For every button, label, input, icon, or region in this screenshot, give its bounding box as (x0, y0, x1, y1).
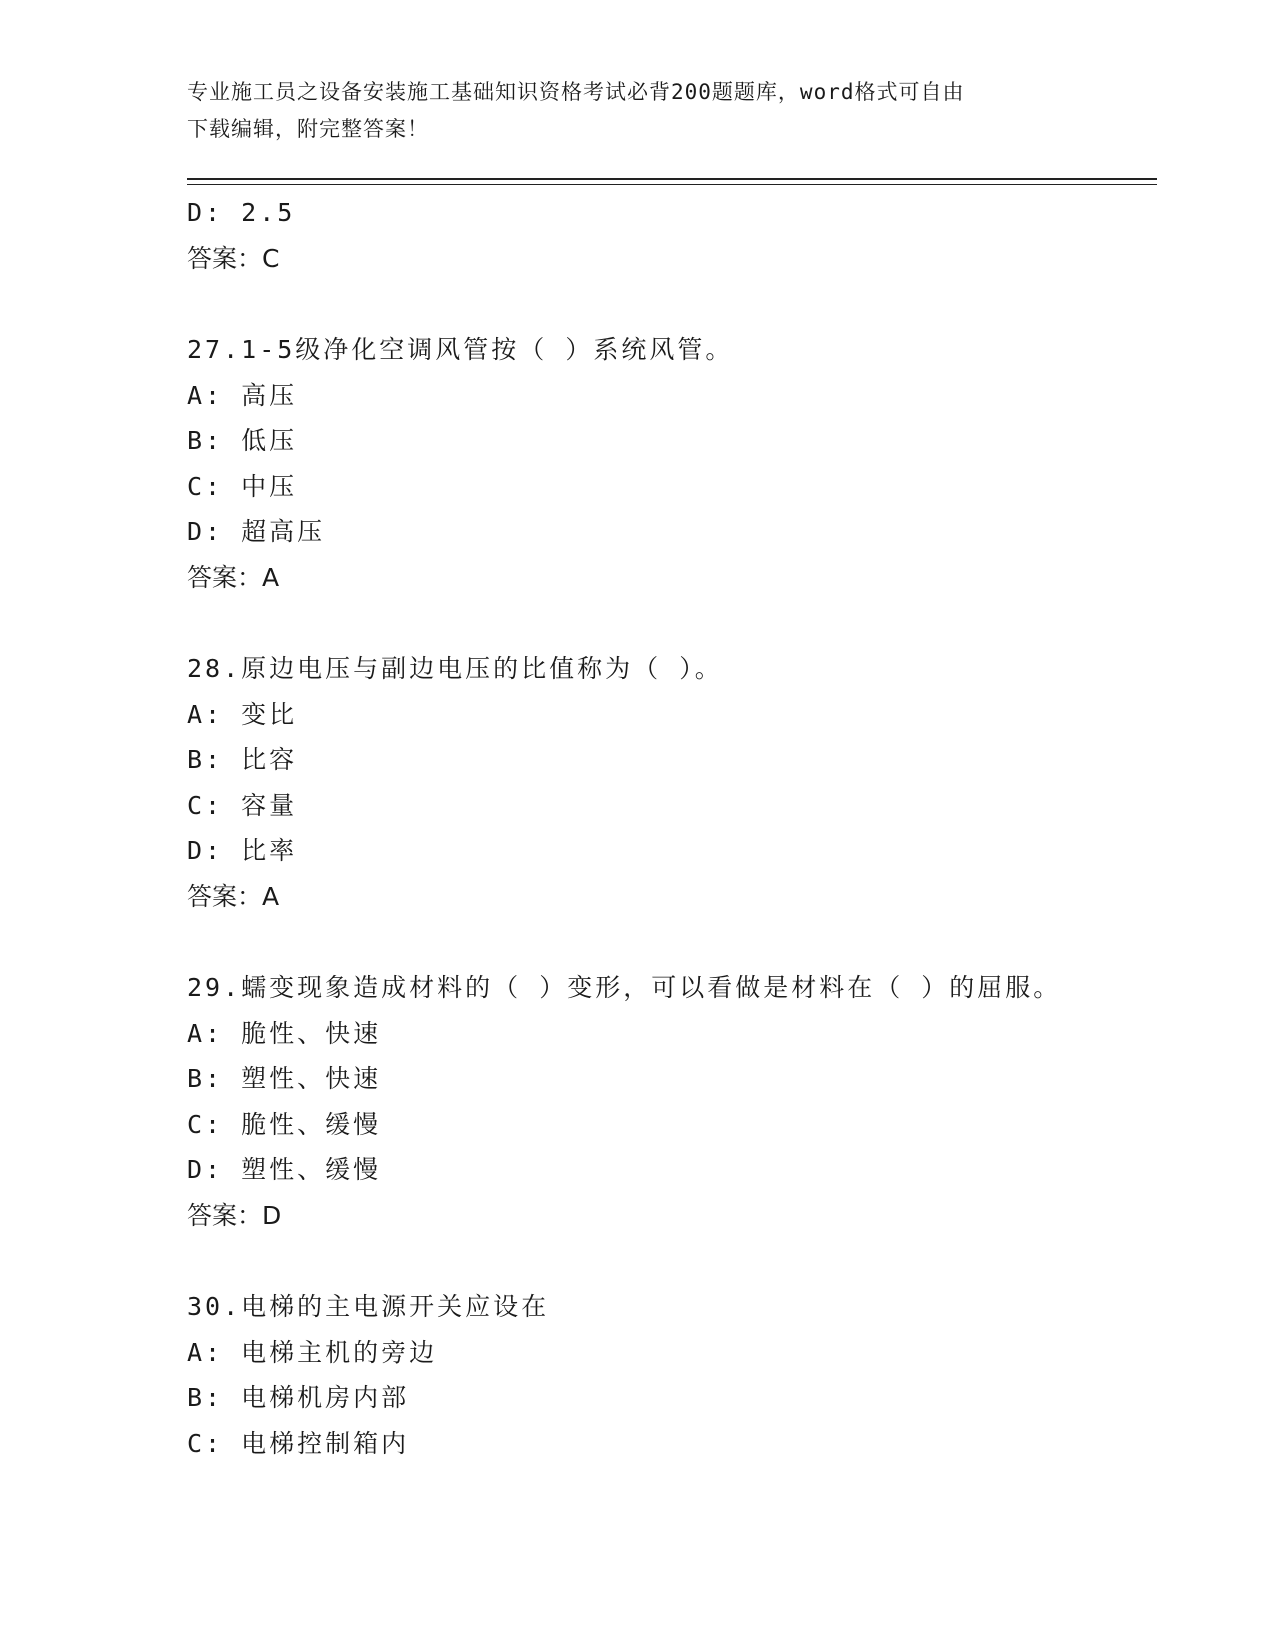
option-d: D: 比率 (187, 836, 298, 865)
question-stem: 30.电梯的主电源开关应设在 (187, 1292, 550, 1321)
answer-line: 答案：A (187, 562, 280, 592)
option-a: A: 电梯主机的旁边 (187, 1337, 438, 1367)
option-c: C: 电梯控制箱内 (187, 1428, 410, 1458)
option-b: B: 塑性、快速 (187, 1064, 382, 1093)
question-29 (187, 965, 1157, 1238)
answer-line: 答案：D (187, 1200, 282, 1230)
answer-line: 答案：C (187, 243, 280, 273)
option-c: C: 容量 (187, 790, 298, 820)
question-27 (187, 327, 1157, 600)
option-d: D: 塑性、缓慢 (187, 1155, 382, 1184)
document-header (187, 74, 1067, 148)
option-a: A: 脆性、快速 (187, 1018, 382, 1048)
header-rule-thick (187, 178, 1157, 180)
spacer (187, 600, 1157, 646)
question-stem: 29.蠕变现象造成材料的（ ）变形，可以看做是材料在（ ）的屈服。 (187, 973, 1062, 1002)
question-stem: 28.原边电压与副边电压的比值称为（ ）。 (187, 654, 723, 683)
question-28 (187, 646, 1157, 919)
question-30 (187, 1284, 1157, 1466)
option-a: A: 高压 (187, 380, 298, 410)
answer-line: 答案：A (187, 881, 280, 911)
option-d: D: 超高压 (187, 517, 326, 546)
option-a: A: 变比 (187, 699, 298, 729)
question-list (187, 190, 1157, 1466)
option-d: D: 2.5 (187, 198, 296, 227)
spacer (187, 1238, 1157, 1284)
header-rule-thin (187, 184, 1157, 185)
header-line-2: 下载编辑，附完整答案！ (187, 117, 429, 141)
spacer (187, 281, 1157, 327)
header-line-1: 专业施工员之设备安装施工基础知识资格考试必背200题题库，word格式可自由 (187, 80, 965, 104)
option-c: C: 脆性、缓慢 (187, 1109, 382, 1139)
option-b: B: 电梯机房内部 (187, 1383, 410, 1412)
question-stem: 27.1-5级净化空调风管按（ ）系统风管。 (187, 335, 734, 364)
option-c: C: 中压 (187, 471, 298, 501)
option-b: B: 比容 (187, 745, 298, 774)
spacer (187, 919, 1157, 965)
option-b: B: 低压 (187, 426, 298, 455)
previous-question-tail (187, 190, 1157, 281)
